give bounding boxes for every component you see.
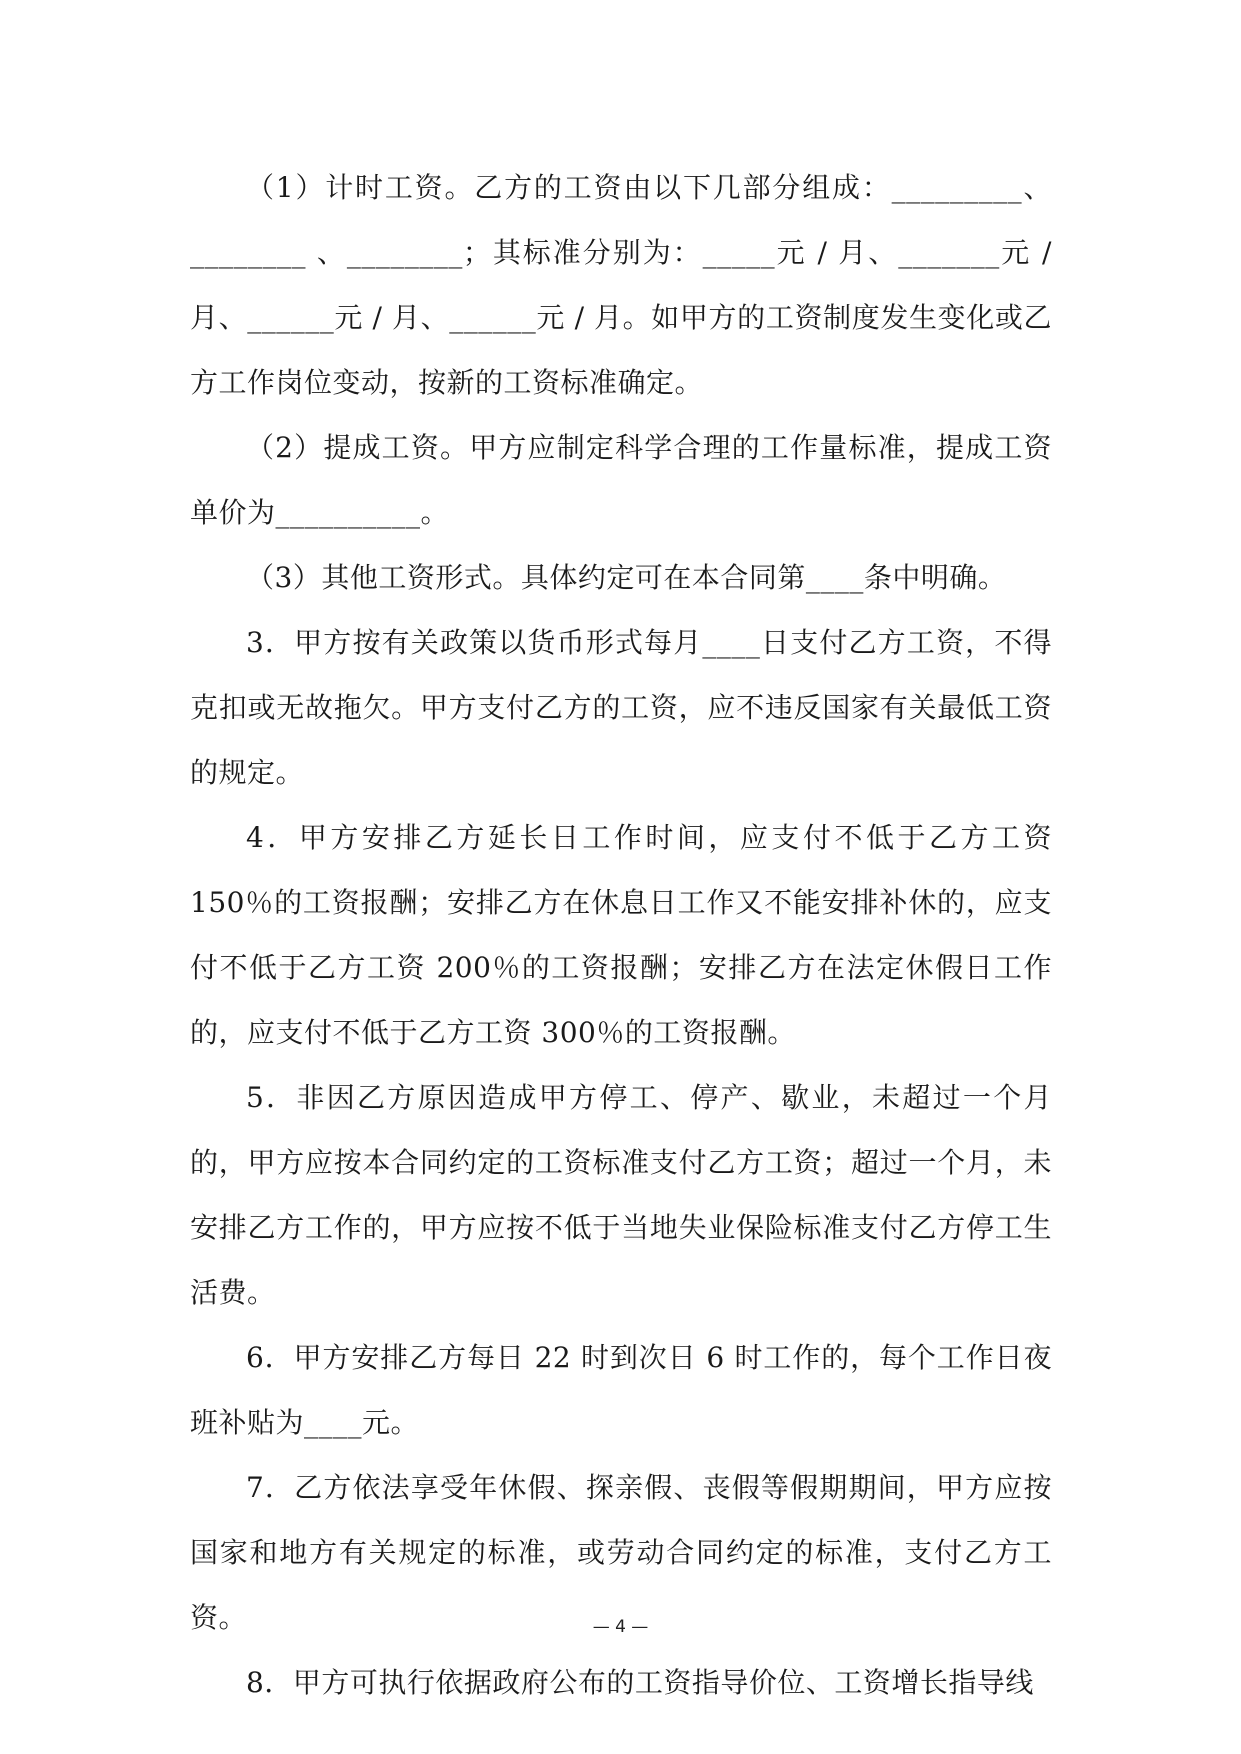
paragraph-clause-6: 6．甲方安排乙方每日 22 时到次日 6 时工作的，每个工作日夜班补贴为____元。	[190, 1341, 1052, 1439]
paragraph-clause-4: 4．甲方安排乙方延长日工作时间，应支付不低于乙方工资 150％的工资报酬；安排乙方在休息日工作又不能安排补休的，应支付不低于乙方工资 200％的工资报酬；安排乙方在法定休假日工作的，应支付不低于乙方工资 300％的工资报酬。	[190, 821, 1052, 1049]
paragraph-clause-7: 7．乙方依法享受年休假、探亲假、丧假等假期期间，甲方应按国家和地方有关规定的标准，或劳动合同约定的标准，支付乙方工资。	[190, 1471, 1052, 1634]
paragraph-clause-3: 3．甲方按有关政策以货币形式每月____日支付乙方工资，不得克扣或无故拖欠。甲方支付乙方的工资，应不违反国家有关最低工资的规定。	[190, 626, 1052, 789]
paragraph-commission-wage: （2）提成工资。甲方应制定科学合理的工作量标准，提成工资单价为__________。	[190, 431, 1052, 529]
page-number: — 4 —	[592, 1617, 649, 1637]
paragraph-clause-5: 5．非因乙方原因造成甲方停工、停产、歇业，未超过一个月的，甲方应按本合同约定的工资标准支付乙方工资；超过一个月，未安排乙方工作的，甲方应按不低于当地失业保险标准支付乙方停工生活费。	[190, 1081, 1052, 1309]
paragraph-other-wage: （3）其他工资形式。具体约定可在本合同第____条中明确。	[246, 561, 1007, 594]
document-body	[190, 155, 1052, 1715]
paragraph-hourly-wage: （1）计时工资。乙方的工资由以下几部分组成：_________、________ 、________；其标准分别为：_____元 / 月、_______元 / 月、______元 / 月、______元 / 月。如甲方的工资制度发生变化或乙方工作岗位变动，按新的工资标准确定。	[190, 171, 1052, 399]
paragraph-clause-8: 8．甲方可执行依据政府公布的工资指导价位、工资增长指导线	[246, 1666, 1034, 1699]
